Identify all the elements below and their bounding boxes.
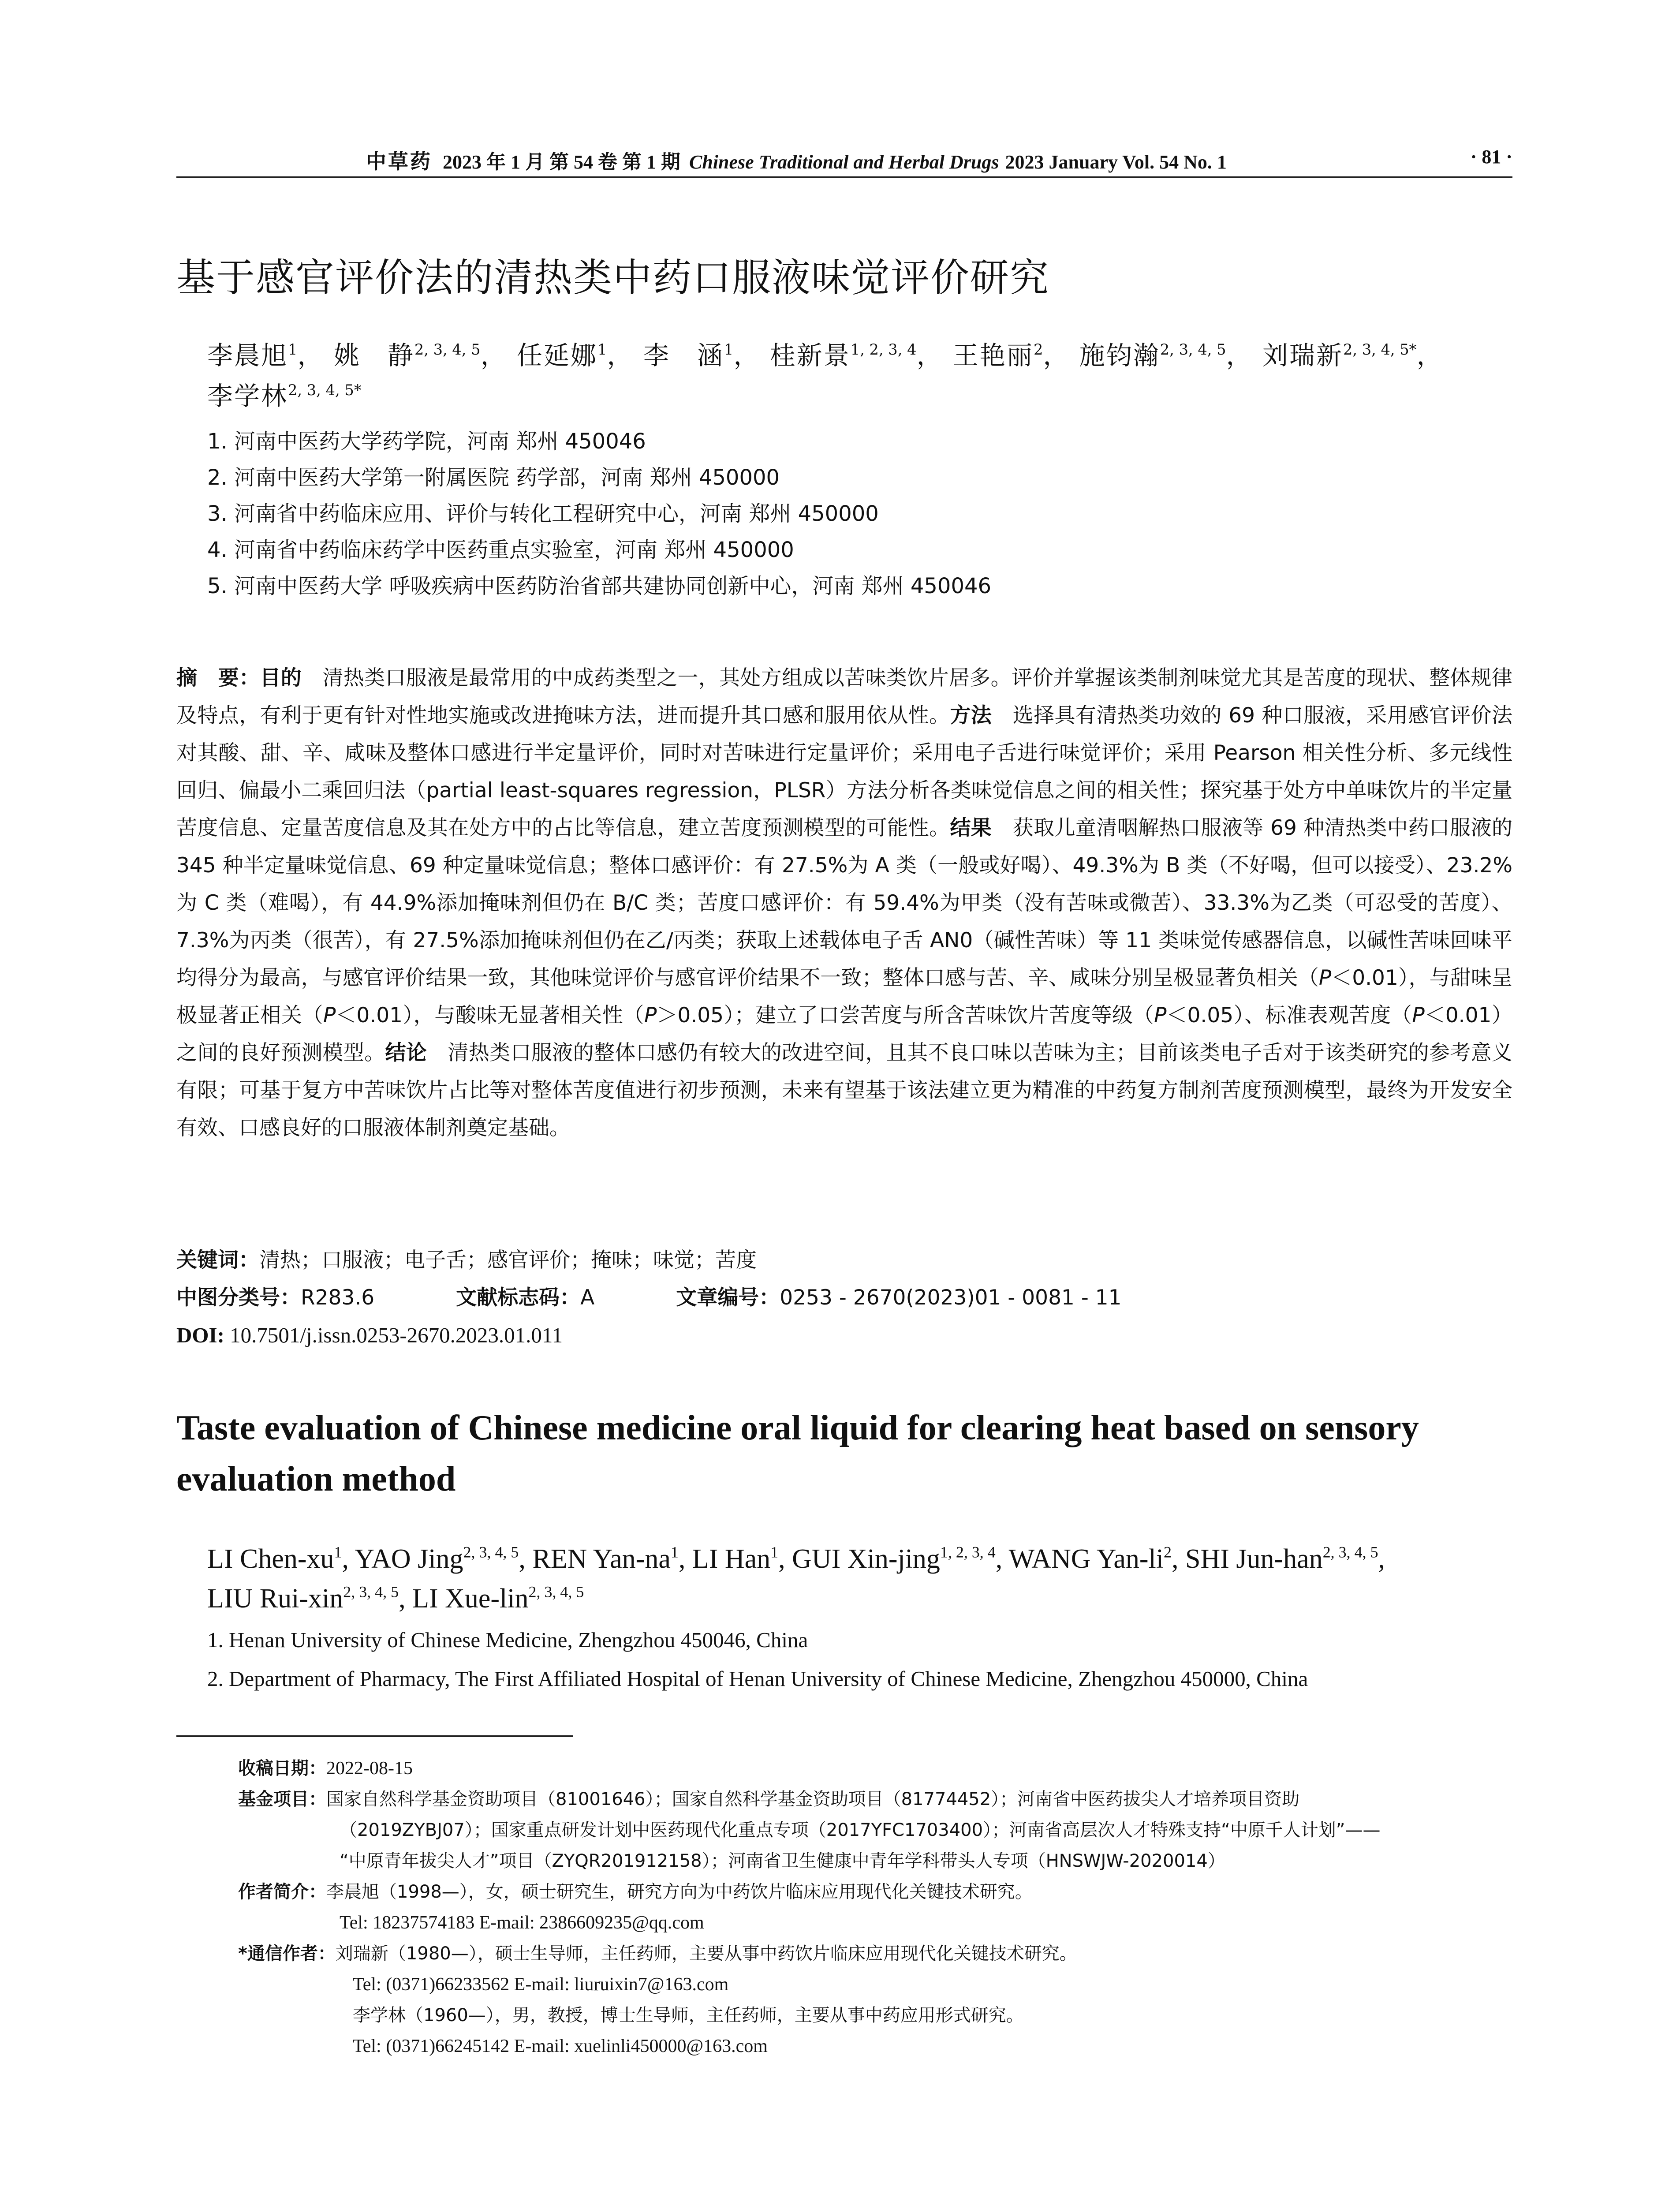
p-symbol: P — [1318, 966, 1332, 990]
issue-cn: 2023 年 1 月 第 54 卷 第 1 期 — [443, 151, 680, 173]
footnotes — [238, 1753, 1512, 2062]
objective-text: 清热类口服液是最常用的中成药类型之一，其处方组成以苦味类饮片居多。评价并掌握该类制剂味觉尤其是苦度的现状、整体规律及特点，有利于更有针对性地实施或改进掩味方法，进而提升其口感和服用依从性。 — [176, 666, 1513, 728]
affiliation-item: 5. 河南中医药大学 呼吸疾病中医药防治省部共建协同创新中心，河南 郑州 450046 — [207, 574, 992, 598]
journal-citation — [366, 146, 1227, 175]
author-cn: 李 涵$^1$ — [643, 340, 734, 370]
results-text: ＜0.05）、标准表观苦度（ — [1166, 1003, 1412, 1028]
affiliations-en — [207, 1621, 1308, 1698]
author-en: LI Xue-lin$^{2, 3, 4, 5}$ — [412, 1583, 584, 1614]
author-en: LI Chen-$xu^1$ — [207, 1543, 342, 1574]
p-symbol: P — [1412, 1003, 1425, 1028]
results-text: ＜0.01），与甜味呈极显著正相关（ — [176, 966, 1512, 1028]
results-text: ＜0.01），与酸味无显著相关性（ — [336, 1003, 645, 1028]
affiliation-item: 3. 河南省中药临床应用、评价与转化工程研究中心，河南 郑州 450000 — [207, 501, 879, 526]
corresponding-contact: Tel: (0371)66233562 E-mail: liuruixin7@163.com — [353, 1974, 729, 1995]
p-symbol: P — [644, 1003, 657, 1028]
corresponding-author: 李学林（1960—），男，教授，博士生导师，主任药师，主要从事中药应用形式研究。 — [353, 2005, 1024, 2026]
funding-cont: “中原青年拔尖人才”项目（ZYQR201912158）；河南省卫生健康中青年学科带头人专项（HNSWJW-2020014） — [340, 1851, 1225, 1871]
article-metadata — [176, 1241, 1122, 1354]
author-cn: 施钧瀚$^{2, 3, 4, 5}$ — [1079, 340, 1226, 370]
abstract-label: 摘 要： — [176, 666, 260, 690]
affiliations-cn — [207, 423, 991, 604]
author-list-en: LI Chen-$xu^1$, YAO Jing$^{2, 3, 4, 5}$, REN Yan-$na^1$, LI Han$^1$, GUI Xin-jing$^{1, 2, 3, 4}$, WANG Yan-$li^2$, SHI Jun-han$^{2, 3, 4, 5}$, LIU Rui-xin$^{2, 3, 4, 5}$, LI Xue-lin$^{2, 3, 4, 5}$ — [207, 1543, 1385, 1614]
p-symbol: P — [323, 1003, 336, 1028]
author-contact: Tel: 18237574183 E-mail: 2386609235@qq.com — [340, 1913, 704, 1933]
methods-label: 方法 — [950, 703, 992, 728]
journal-name-cn: 中草药 — [366, 149, 432, 173]
journal-name-en: Chinese Traditional and Herbal Drugs — [689, 151, 999, 173]
author-en: YAO Jing$^{2, 3, 4, 5}$ — [355, 1543, 519, 1574]
footnote-divider — [176, 1735, 573, 1737]
page-number: · 81 · — [1470, 146, 1512, 168]
funding-cont: （2019ZYBJ07）；国家重点研发计划中医药现代化重点专项（2017YFC1703400）；河南省高层次人才特殊支持“中原千人计划”—— — [340, 1820, 1381, 1840]
results-text: ＞0.05）；建立了口尝苦度与所含苦味饮片苦度等级（ — [657, 1003, 1154, 1028]
abstract-cn — [176, 659, 1512, 1147]
results-label: 结果 — [950, 816, 992, 840]
doi[interactable]: DOI: 10.7501/j.issn.0253-2670.2023.01.011 — [176, 1323, 563, 1347]
author-en: WANG Yan-$li^2$ — [1008, 1543, 1172, 1574]
author-en: REN Yan-$na^1$ — [532, 1543, 679, 1574]
title-en: Taste evaluation of Chinese medicine oral liquid for clearing heat based on sensory evaluation method — [176, 1409, 1419, 1499]
p-symbol: P — [1154, 1003, 1167, 1028]
affiliation-item: 2. Department of Pharmacy, The First Affiliated Hospital of Henan University of Chinese Medicine, Zhengzhou 450000, China — [207, 1667, 1308, 1691]
keywords: 关键词：清热；口服液；电子舌；感官评价；掩味；味觉；苦度 — [176, 1248, 757, 1272]
author-cn: 刘瑞新$^{2, 3, 4, 5*}$ — [1262, 340, 1417, 370]
running-header — [176, 146, 1512, 178]
methods-text: 选择具有清热类功效的 69 种口服液，采用感官评价法对其酸、甜、辛、咸味及整体口感进行半定量评价，同时对苦味进行定量评价；采用电子舌进行味觉评价；采用 Pearson 相关性分析、多元线性回归、偏最小二乘回归法（partial least-squares regression，PLSR）方法分析各类味觉信息之间的相关性；探究基于处方中单味饮片的半定量苦度信息、定量苦度信息及其在处方中的占比等信息，建立苦度预测模型的可能性。 — [176, 703, 1513, 840]
issue-en: 2023 January Vol. 54 No. 1 — [1005, 151, 1227, 173]
author-bio: 作者简介： 李晨旭（1998—），女，硕士研究生，研究方向为中药饮片临床应用现代化关键技术研究。 — [238, 1882, 1033, 1902]
author-cn: 王艳丽$^2$ — [952, 340, 1043, 370]
author-en: LIU Rui-xin$^{2, 3, 4, 5}$ — [207, 1583, 399, 1614]
author-cn: 任延娜$^1$ — [517, 340, 607, 370]
author-en: SHI Jun-han$^{2, 3, 4, 5}$ — [1185, 1543, 1378, 1574]
results-text: 获取儿童清咽解热口服液等 69 种清热类中药口服液的 345 种半定量味觉信息、69 种定量味觉信息；整体口感评价：有 27.5%为 A 类（一般或好喝）、49.3%为 B 类（不好喝，但可以接受）、23.2%为 C 类（难喝），有 44.9%添加掩味剂但仍在 B/C 类；苦度口感评价：有 59.4%为甲类（没有苦味或微苦）、33.3%为乙类（可忍受的苦度）、7.3%为丙类（很苦），有 27.5%添加掩味剂但仍在乙/丙类；获取上述载体电子舌 AN0（碱性苦味）等 11 类味觉传感器信息，以碱性苦味回味平均得分为最高，与感官评价结果一致，其他味觉评价与感官评价结果不一致；整体口感与苦、辛、咸味分别呈极显著负相关（ — [176, 816, 1513, 990]
author-cn: 李学林$^{2, 3, 4, 5*}$ — [207, 381, 362, 411]
conclusion-text: 清热类口服液的整体口感仍有较大的改进空间，且其不良口味以苦味为主；目前该类电子舌对于该类研究的参考意义有限；可基于复方中苦味饮片占比等对整体苦度值进行初步预测，未来有望基于该法建立更为精准的中药复方制剂苦度预测模型，最终为开发安全有效、口感良好的口服液体制剂奠定基础。 — [176, 1041, 1513, 1140]
received-date: 收稿日期： 2022-08-15 — [238, 1758, 413, 1779]
funding: 基金项目： 国家自然科学基金资助项目（81001646）；国家自然科学基金资助项目（81774452）；河南省中医药拔尖人才培养项目资助 — [238, 1789, 1300, 1809]
affiliation-item: 1. Henan University of Chinese Medicine, Zhengzhou 450046, China — [207, 1628, 808, 1652]
objective-label: 目的 — [260, 666, 302, 690]
results-text: ＜0.01）之间的良好预测模型。 — [176, 1003, 1512, 1065]
title-cn: 基于感官评价法的清热类中药口服液味觉评价研究 — [176, 255, 1050, 300]
classification-codes: 中图分类号：R283.6 文献标志码：A 文章编号：0253 - 2670(2023)01 - 0081 - 11 — [176, 1286, 1122, 1310]
author-cn: 桂新景$^{1, 2, 3, 4}$ — [769, 340, 917, 370]
author-en: GUI Xin-jing$^{1, 2, 3, 4}$ — [792, 1543, 996, 1574]
corresponding-author: *通信作者： 刘瑞新（1980—），硕士生导师，主任药师，主要从事中药饮片临床应用现代化关键技术研究。 — [238, 1943, 1077, 1964]
author-cn: 姚 静$^{2, 3, 4, 5}$ — [333, 340, 481, 370]
author-list-cn: 李晨旭$^1$， 姚 静$^{2, 3, 4, 5}$， 任延娜$^1$， 李 涵$^1$， 桂新景$^{1, 2, 3, 4}$， 王艳丽$^2$， 施钧瀚$^{2, 3, 4, 5}$， 刘瑞新$^{2, 3, 4, 5*}$， 李学林$^{2, 3, 4, 5*}$ — [207, 340, 1444, 411]
author-cn: 李晨旭$^1$ — [207, 340, 298, 370]
affiliation-item: 2. 河南中医药大学第一附属医院 药学部，河南 郑州 450000 — [207, 465, 780, 490]
author-en: LI Han$^1$ — [692, 1543, 779, 1574]
corresponding-contact: Tel: (0371)66245142 E-mail: xuelinli450000@163.com — [353, 2036, 768, 2056]
conclusion-label: 结论 — [385, 1041, 427, 1065]
affiliation-item: 1. 河南中医药大学药学院，河南 郑州 450046 — [207, 429, 646, 454]
affiliation-item: 4. 河南省中药临床药学中医药重点实验室，河南 郑州 450000 — [207, 538, 794, 562]
